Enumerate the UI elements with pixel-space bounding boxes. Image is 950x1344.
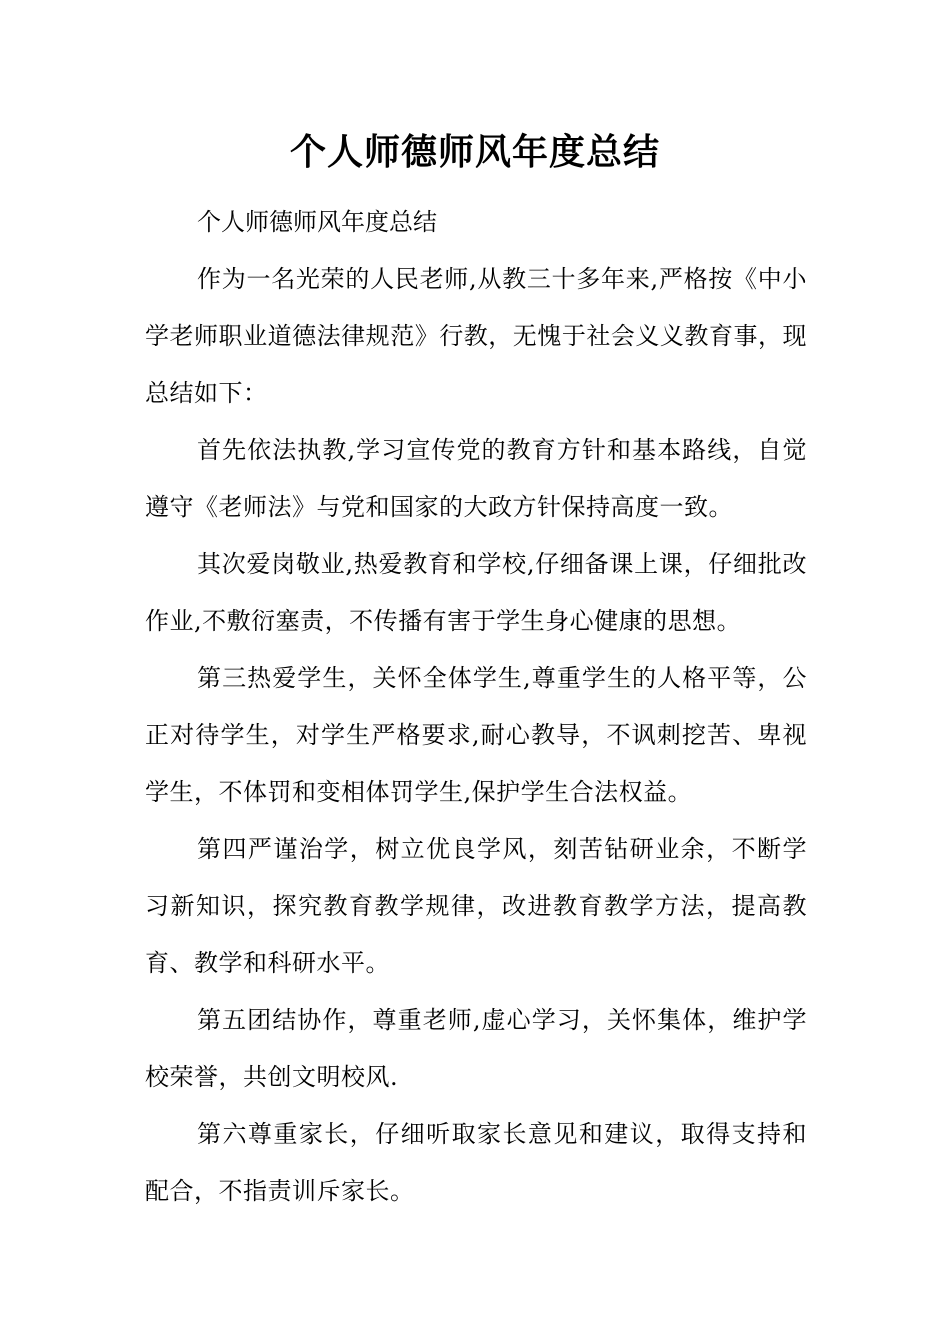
paragraph-first: 首先依法执教,学习宣传党的教育方针和基本路线，自觉遵守《老师法》与党和国家的大政方针保持高度一致。: [145, 436, 807, 521]
paragraph-second: 其次爱岗敬业,热爱教育和学校,仔细备课上课，仔细批改作业,不敷衍塞责，不传播有害于学生身心健康的思想。: [145, 550, 807, 635]
paragraph-intro: 作为一名光荣的人民老师,从教三十多年来,严格按《中小学老师职业道德法律规范》行教，无愧于社会义义教育事，现总结如下：: [145, 265, 807, 407]
document-body: [145, 194, 807, 1220]
paragraph-third: 第三热爱学生，关怀全体学生,尊重学生的人格平等，公正对待学生，对学生严格要求,耐心教导，不讽刺挖苦、卑视学生，不体罚和变相体罚学生,保护学生合法权益。: [145, 664, 807, 806]
document-title: 个人师德师风年度总结: [289, 131, 660, 173]
paragraph-subtitle: 个人师德师风年度总结: [197, 208, 437, 236]
paragraph-fifth: 第五团结协作，尊重老师,虚心学习，关怀集体，维护学校荣誉，共创文明校风.: [145, 1006, 807, 1091]
paragraph-sixth: 第六尊重家长，仔细听取家长意见和建议，取得支持和配合，不指责训斥家长。: [145, 1120, 807, 1205]
paragraph-fourth: 第四严谨治学，树立优良学风，刻苦钻研业余，不断学习新知识，探究教育教学规律，改进教育教学方法，提高教育、教学和科研水平。: [145, 835, 807, 977]
